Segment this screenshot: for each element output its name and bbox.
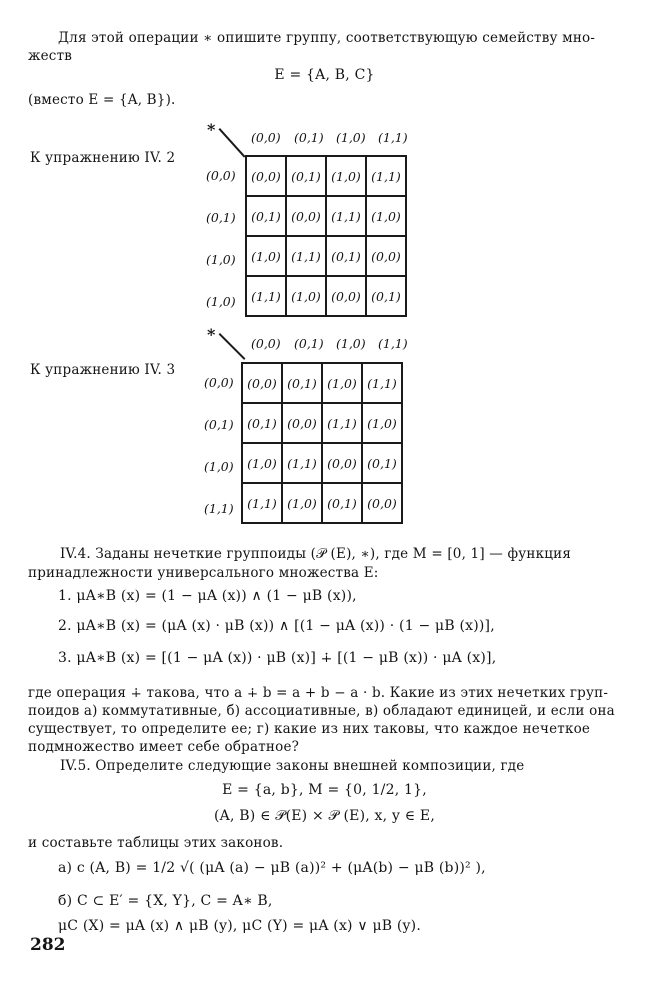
iv4-text-3: существует, то определите ее; г) какие из них таковы, что каждое нечеткое <box>28 721 591 737</box>
iv4-text-2: поидов а) коммутативные, б) ассоциативные, в) обладают единицей, и если она <box>28 703 615 719</box>
col-header: (1,0) <box>336 336 366 351</box>
col-header: (1,1) <box>378 130 408 145</box>
caption-iv2: К упражнению IV. 2 <box>30 150 176 166</box>
col-header: (0,0) <box>251 336 281 351</box>
table-cell: (0,1) <box>286 156 326 196</box>
row-header: (0,1) <box>206 210 236 225</box>
operation-table-iv3 <box>241 362 403 524</box>
operation-symbol-iv2: * <box>207 120 216 139</box>
intro-line-3: (вместо E = {A, B}). <box>28 92 176 108</box>
iv5-item-a: а) c (A, B) = 1/2 √( (μA (a) − μB (a))² + (μA(b) − μB (b))² ), <box>58 860 486 876</box>
iv5-formula-1: E = {a, b}, M = {0, 1/2, 1}, <box>222 782 427 798</box>
table-cell: (1,1) <box>242 483 282 523</box>
table-cell: (0,1) <box>326 236 366 276</box>
intro-line-1: Для этой операции ∗ опишите группу, соответствующую семейству мно- <box>58 30 596 46</box>
page-number: 282 <box>30 935 66 955</box>
iv5-line-2: и составьте таблицы этих законов. <box>28 835 284 851</box>
iv4-line-1: IV.4. Заданы нечеткие группоиды (𝒫 (E), ∗), где M = [0, 1] — функция <box>60 546 572 562</box>
table-cell: (1,1) <box>246 276 286 316</box>
table-cell: (0,1) <box>322 483 362 523</box>
iv5-line-1: IV.5. Определите следующие законы внешней композиции, где <box>60 758 525 774</box>
table-cell: (0,0) <box>282 403 322 443</box>
corner-diagonal-iv3 <box>219 333 246 360</box>
operation-table-iv2 <box>245 155 407 317</box>
col-header: (0,1) <box>294 130 324 145</box>
table-cell: (1,1) <box>286 236 326 276</box>
row-header: (0,1) <box>204 417 234 432</box>
table-cell: (1,0) <box>322 363 362 403</box>
table-cell: (0,0) <box>366 236 406 276</box>
iv4-item-1: 1. μA∗B (x) = (1 − μA (x)) ∧ (1 − μB (x)), <box>58 588 357 604</box>
operation-symbol-iv3: * <box>207 325 216 344</box>
table-cell: (0,0) <box>242 363 282 403</box>
table-cell: (0,0) <box>286 196 326 236</box>
table-cell: (1,0) <box>242 443 282 483</box>
table-cell: (1,1) <box>326 196 366 236</box>
row-header: (0,0) <box>206 168 236 183</box>
table-cell: (0,1) <box>366 276 406 316</box>
row-header: (1,0) <box>206 252 236 267</box>
table-cell: (0,0) <box>246 156 286 196</box>
row-header: (1,0) <box>206 294 236 309</box>
table-cell: (0,0) <box>362 483 402 523</box>
iv4-text-4: подмножество имеет себе обратное? <box>28 739 300 755</box>
col-header: (1,0) <box>336 130 366 145</box>
table-cell: (1,1) <box>282 443 322 483</box>
iv5-formula-2: (A, B) ∈ 𝒫(E) × 𝒫 (E), x, y ∈ E, <box>214 808 435 824</box>
table-cell: (1,1) <box>322 403 362 443</box>
table-cell: (1,0) <box>286 276 326 316</box>
table-cell: (1,1) <box>362 363 402 403</box>
iv4-item-3: 3. μA∗B (x) = [(1 − μA (x)) · μB (x)] ∔ [(1 − μB (x)) · μA (x)], <box>58 650 497 666</box>
col-header: (0,1) <box>294 336 324 351</box>
iv4-line-2: принадлежности универсального множества E: <box>28 565 379 581</box>
table-cell: (1,0) <box>366 196 406 236</box>
table-cell: (0,0) <box>326 276 366 316</box>
table-cell: (1,1) <box>366 156 406 196</box>
table-cell: (0,1) <box>242 403 282 443</box>
iv5-item-c: μC (X) = μA (x) ∧ μB (y), μC (Y) = μA (x) ∨ μB (y). <box>58 918 421 934</box>
intro-line-2: жеств <box>28 48 73 64</box>
row-header: (1,1) <box>204 501 234 516</box>
col-header: (1,1) <box>378 336 408 351</box>
table-cell: (1,0) <box>246 236 286 276</box>
table-cell: (1,0) <box>362 403 402 443</box>
table-cell: (0,1) <box>362 443 402 483</box>
iv4-text-1: где операция ∔ такова, что a ∔ b = a + b − a · b. Какие из этих нечетких груп- <box>28 685 609 701</box>
table-cell: (1,0) <box>282 483 322 523</box>
corner-diagonal-iv2 <box>219 128 246 157</box>
iv5-item-b: б) C ⊂ E′ = {X, Y}, C = A∗ B, <box>58 893 273 909</box>
caption-iv3: К упражнению IV. 3 <box>30 362 176 378</box>
row-header: (1,0) <box>204 459 234 474</box>
col-header: (0,0) <box>251 130 281 145</box>
set-formula: E = {A, B, C} <box>274 67 375 83</box>
table-cell: (0,1) <box>246 196 286 236</box>
table-cell: (0,1) <box>282 363 322 403</box>
table-cell: (1,0) <box>326 156 366 196</box>
iv4-item-2: 2. μA∗B (x) = (μA (x) · μB (x)) ∧ [(1 − μA (x)) · (1 − μB (x))], <box>58 618 495 634</box>
table-cell: (0,0) <box>322 443 362 483</box>
row-header: (0,0) <box>204 375 234 390</box>
